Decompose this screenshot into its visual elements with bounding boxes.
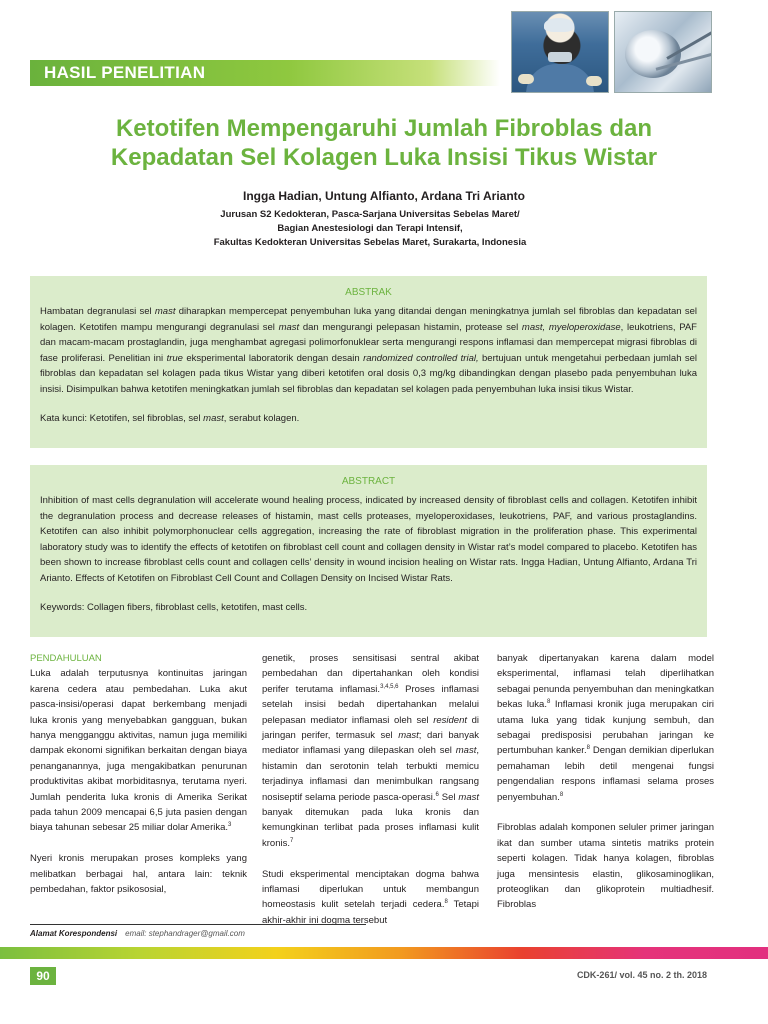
affiliation-line-1: Jurusan S2 Kedokteran, Pasca-Sarjana Universitas Sebelas Maret/ [220,209,520,220]
body-column-1 [30,651,247,897]
paragraph: Fibroblas adalah komponen seluler primer jaringan ikat dan sumber utama sintetis matriks protein seperti kolagen. Tidak hanya kolagen, fibroblas juga mensintesis elastin, glikosaminoglikan, proteoglikan dan glikoprotein multiadhesif. Fibroblas [497,822,714,911]
body-column-2 [262,651,479,928]
abstract-box [30,465,707,637]
abstrak-box [30,276,707,448]
abstract-heading: ABSTRACT [341,476,396,487]
abstrak-text: Hambatan degranulasi sel mast diharapkan mempercepat penyembuhan luka yang ditandai dengan meningkatnya jumlah sel fibroblas dan kepadatan sel kolagen. Ketotifen mampu mengurangi degranulasi sel mast dan mengurangi pelepasan histamin, protease sel mast, myeloperoxidase, leukotriens, PAF dan macam-macam prostaglandin, juga menghambat agregasi polimorfonuklear serta mengurangi respons inflamasi dan mempercepat migrasi fibroblas di fase proliferasi. Penelitian ini true eksperimental laboratorik dengan desain randomized controlled trial, bertujuan untuk mengetahui perbedaan jumlah sel fibroblas dan kepadatan sel kolagen pada tikus Wistar yang diberi ketotifen oral dosis 0,3 mg/kg dibandingkan dengan plasebo pada penyembuhan luka insisi. Disimpulkan bahwa ketotifen meningkatkan jumlah sel fibroblas dan kepadatan sel kolagen pada penyembuhan luka insisi tikus Wistar. [40,306,698,395]
article-title-line-1: Ketotifen Mempengaruhi Jumlah Fibroblas dan [115,115,653,142]
section-heading-pendahuluan: PENDAHULUAN [30,653,102,664]
affiliation-line-2: Bagian Anestesiologi dan Terapi Intensif, [277,223,463,234]
paragraph: genetik, proses sensitisasi sentral akibat pembedahan dan dipertahankan oleh kondisi perifer terutama inflamasi.$^{3,4,5,6}$ Proses inflamasi setelah insisi bedah dipertahankan melalui pelepasan mediator inflamasi oleh sel resident di jaringan perifer, termasuk sel mast; dari banyak mediator inflamasi yang dilepaskan oleh sel mast, histamin dan serotonin telah terbukti memicu terjadinya inflamasi dan menimbulkan rangsang nosiseptif selama periode pasca-operasi.$^6$ Sel mast banyak ditemukan pada luka kronis dan kemungkinan terlibat pada proses inflamasi kulit kronis.$^7$ [262,653,479,849]
paragraph: Studi eksperimental menciptakan dogma bahwa inflamasi diperlukan untuk membangun homeostasis kulit setelah terjadi cedera.$^8$ Tetapi akhir-akhir ini dogma tersebut [262,868,479,926]
journal-citation: CDK-261/ vol. 45 no. 2 th. 2018 [576,970,707,980]
abstrak-keywords: Kata kunci: Ketotifen, sel fibroblas, sel mast, serabut kolagen. [40,413,300,424]
abstract-text: Inhibition of mast cells degranulation will accelerate wound healing process, indicated by increased density of fibroblast cells and collagen. Ketotifen inhibit the degranulation process and decrease releases of histamin, mast cells proteases, myeloperoxidases, leukotriens, PAF, and various prostaglandins. Ketotifen can also inhibit polymorphonuclear cells aggregation, increasing the rate of fibroblast migration in the proliferation phase. This experimental laboratory study was to identify the effects of ketotifen on fibroblast cell count and collagen density in Wistar rat’s model compared to placebo. Ketotifen has been shown to increase fibroblast cells count and collagen cells’ density in wound incision healing on Wistar rats. Ingga Hadian, Untung Alfianto, Ardana Tri Arianto. Effects of Ketotifen on Fibroblast Cell Count and Collagen Density on Incised Wistar Rats. [40,495,697,584]
paragraph: Nyeri kronis merupakan proses kompleks yang melibatkan berbagai hal, antara lain: teknik pembedahan, faktor psikososial, [30,853,247,896]
paragraph: banyak dipertanyakan karena dalam model eksperimental, inflamasi telah diperlihatkan sebagai penunda penyembuhan dan meningkatkan bekas luka.$^8$ Inflamasi kronik juga merupakan ciri utama luka yang tidak kunjung sembuh, dan sebagai predisposisi perubahan jaringan ke pertumbuhan kanker.$^8$ Dengan demikian diperlukan pemahaman lebih detil mengenai fungsi pengendalian respons inflamasi selama proses penyembuhan.$^8$ [497,653,714,803]
correspondence-email: email: stephandrager@gmail.com [125,929,245,938]
section-label: HASIL PENELITIAN [44,63,206,82]
correspondence-note [30,929,245,938]
color-strip [0,947,768,959]
abstract-keywords: Keywords: Collagen fibers, fibroblast cells, ketotifen, mast cells. [40,602,308,613]
section-banner [30,60,500,86]
affiliation-line-3: Fakultas Kedokteran Universitas Sebelas Maret, Surakarta, Indonesia [213,237,527,248]
article-title [0,114,768,172]
authors: Ingga Hadian, Untung Alfianto, Ardana Tri Arianto [243,189,525,203]
surgical-instruments-photo [614,11,712,93]
footnote-divider [30,924,366,925]
article-title-line-2: Kepadatan Sel Kolagen Luka Insisi Tikus Wistar [110,144,658,171]
surgeon-photo [511,11,609,93]
correspondence-label: Alamat Korespondensi [30,929,118,938]
paragraph: Luka adalah terputusnya kontinuitas jaringan karena cedera atau pembedahan. Luka akut pasca-insisi/operasi dapat berkembang menjadi luka kronis yang menyebabkan gangguan, bukan hanya mengganggu aktivitas, namun juga memiliki dampak ekonomi signifikan berkaitan dengan biaya penanganannya, juga mengakibatkan penurunan produktivitas akibat morbiditasnya, terutama nyeri. Jumlah penderita luka kronis di Amerika Serikat pada tahun 2009 mencapai 6,5 juta pasien dengan biaya tahunan sebesar 25 miliar dolar Amerika.$^3$ [30,668,247,834]
abstrak-heading: ABSTRAK [345,287,392,298]
page-number: 90 [30,967,56,985]
body-column-3 [497,651,714,913]
